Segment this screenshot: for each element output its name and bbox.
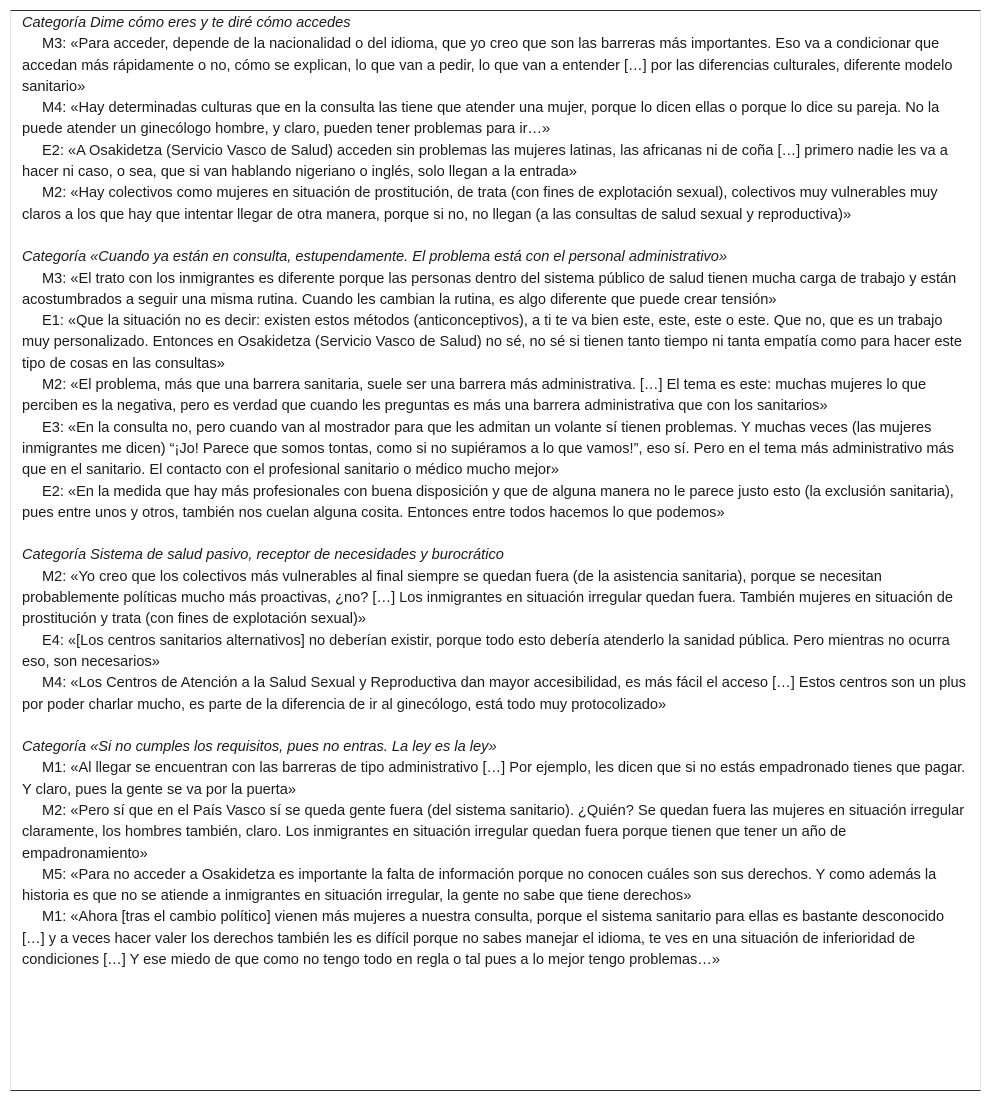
- quote-paragraph: E1: «Que la situación no es decir: existen estos métodos (anticonceptivos), a ti te va bien este, este, este o este. Que no, que es un trabajo muy personalizado. Entonces en Osakidetza (Servicio Vasco de Salud) no sé, no sé si tienen tanto tiempo ni tanta empatía como para hacer este tipo de cosas en las consultas»: [22, 313, 962, 372]
- quote-paragraph: M5: «Para no acceder a Osakidetza es importante la falta de información porque no conocen cuáles son sus derechos. Y como además la historia es que no se atiende a inmigrantes en situación irregular, la gente no sabe que tiene derechos»: [22, 866, 937, 905]
- quote-paragraph: M4: «Hay determinadas culturas que en la consulta las tiene que atender una mujer, porque lo dicen ellas o porque lo dice su pareja. No la puede atender un ginecólogo hombre, y claro, pueden tener problemas para ir…»: [22, 100, 940, 138]
- quote-paragraph: M1: «Ahora [tras el cambio político] vienen más mujeres a nuestra consulta, porque el sistema sanitario para ellas es bastante desconocido […] y a veces hacer valer los derechos también les es difícil porque no sabes manejar el idioma, te ves en una situación de inferioridad de condiciones […] Y ese miedo de que como no tengo todo en regla o tal pues a lo mejor tengo problemas…»: [22, 909, 945, 969]
- table-body: [11, 11, 980, 971]
- quote-paragraph: M1: «Al llegar se encuentran con las barreras de tipo administrativo […] Por ejemplo, les dicen que si no estás empadronado tienes que pagar. Y claro, pues la gente se va por la puerta»: [22, 760, 966, 798]
- quote-paragraph: M3: «Para acceder, depende de la nacionalidad o del idioma, que yo creo que son las barreras más importantes. Eso va a condicionar que accedan más rápidamente o no, cómo se explican, lo que van a pedir, lo que van a entender […] por las diferencias culturales, diferente modelo sanitario»: [22, 36, 953, 95]
- quotes-table: [10, 10, 981, 1091]
- category-section: [22, 737, 970, 971]
- quote-paragraph: E2: «En la medida que hay más profesionales con buena disposición y que de alguna manera no le parece justo esto (la exclusión sanitaria), pues entre unos y otros, también nos cuelan alguna cosita. Entonces entre todos hacemos lo que podemos»: [22, 483, 954, 521]
- category-section: [22, 545, 970, 715]
- category-heading: Categoría Sistema de salud pasivo, receptor de necesidades y burocrático: [22, 547, 504, 564]
- quote-paragraph: E3: «En la consulta no, pero cuando van al mostrador para que les admitan un volante sí tienen problemas. Y muchas veces (las mujeres inmigrantes me dicen) “¡Jo! Parece que somos tontas, como si no supiéramos a lo que vamos!”, eso sí. Pero en el tema más administrativo más que en el sanitario. El contacto con el profesional sanitario o médico mucho mejor»: [22, 419, 954, 479]
- category-heading: Categoría «Si no cumples los requisitos, pues no entras. La ley es la ley»: [22, 739, 497, 756]
- quote-paragraph: M2: «Yo creo que los colectivos más vulnerables al final siempre se quedan fuera (de la asistencia sanitaria), porque se necesitan probablemente políticas mucho más proactivas, ¿no? […] Los inmigrantes en situación irregular quedan fuera. También mujeres en situación de prostitución y trata (con fines de explotación sexual)»: [22, 568, 953, 628]
- category-section: [22, 13, 970, 226]
- category-heading: Categoría «Cuando ya están en consulta, estupendamente. El problema está con el personal administrativo»: [22, 249, 727, 266]
- category-heading: Categoría Dime cómo eres y te diré cómo accedes: [22, 15, 351, 31]
- quote-paragraph: M2: «Hay colectivos como mujeres en situación de prostitución, de trata (con fines de explotación sexual), colectivos muy vulnerables muy claros a los que hay que intentar llegar de otra manera, porque si no, no llegan (a las consultas de salud sexual y reproductiva)»: [22, 185, 938, 223]
- quote-paragraph: E2: «A Osakidetza (Servicio Vasco de Salud) acceden sin problemas las mujeres latinas, las africanas ni de coña […] primero nadie les va a hacer ni caso, o sea, que si van hablando nigeriano o inglés, solo llegan a la entrada»: [22, 142, 948, 181]
- quote-paragraph: M2: «El problema, más que una barrera sanitaria, suele ser una barrera más administrativa. […] El tema es este: muchas mujeres lo que perciben es la negativa, pero es verdad que cuando les preguntas es más una barrera administrativa que con los sanitarios»: [22, 377, 927, 415]
- quote-paragraph: M2: «Pero sí que en el País Vasco sí se queda gente fuera (del sistema sanitario). ¿Quién? Se quedan fuera las mujeres en situación irregular claramente, los hombres también, claro. Los inmigrantes en situación irregular quedan fuera porque tienen que tener un año de empadronamiento»: [22, 802, 965, 862]
- quote-paragraph: E4: «[Los centros sanitarios alternativos] no deberían existir, porque todo esto debería atenderlo la sanidad pública. Pero mientras no ocurra eso, son necesarios»: [22, 632, 950, 670]
- quote-paragraph: M3: «El trato con los inmigrantes es diferente porque las personas dentro del sistema público de salud tienen mucha carga de trabajo y están acostumbrados a seguir una misma rutina. Cuando les cambian la rutina, es algo diferente que puede crear tensión»: [22, 270, 957, 308]
- quote-paragraph: M4: «Los Centros de Atención a la Salud Sexual y Reproductiva dan mayor accesibilidad, es más fácil el acceso […] Estos centros son un plus por poder charlar mucho, es parte de la diferencia de ir al ginecólogo, está todo muy protocolizado»: [22, 675, 966, 713]
- category-section: [22, 247, 970, 524]
